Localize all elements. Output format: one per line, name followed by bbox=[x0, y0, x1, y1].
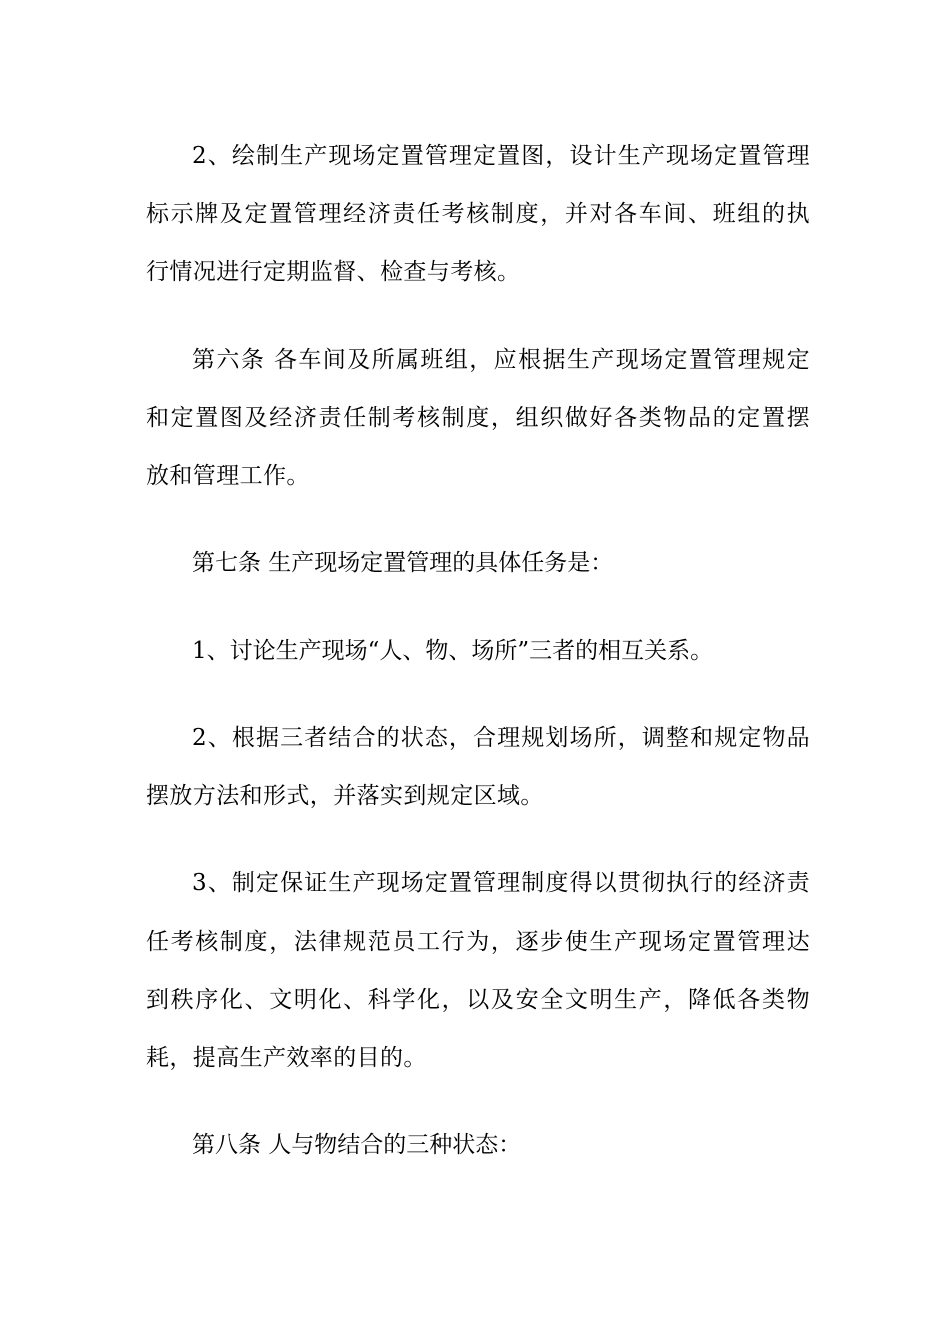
text-line: 2、绘制生产现场定置管理定置图，设计生产现场定置管理 bbox=[192, 143, 810, 169]
paragraph-article-6 bbox=[146, 331, 810, 506]
text-line: 到秩序化、文明化、科学化，以及安全文明生产，降低各类物 bbox=[146, 986, 810, 1013]
text-line: 和定置图及经济责任制考核制度，组织做好各类物品的定置摆 bbox=[146, 404, 810, 431]
text-line: 行情况进行定期监督、检查与考核。 bbox=[146, 259, 521, 286]
text-line: 放和管理工作。 bbox=[146, 463, 310, 490]
text-line: 标示牌及定置管理经济责任考核制度，并对各车间、班组的执 bbox=[146, 201, 810, 228]
text-line: 摆放方法和形式，并落实到规定区域。 bbox=[146, 783, 544, 810]
body-text bbox=[146, 127, 810, 1203]
paragraph-item-1-discuss: 1、讨论生产现场“人、物、场所”三者的相互关系。 bbox=[192, 637, 714, 664]
text-line: 耗，提高生产效率的目的。 bbox=[146, 1044, 427, 1071]
paragraph-article-7: 第七条 生产现场定置管理的具体任务是： bbox=[192, 550, 614, 577]
paragraph-item-2-plan bbox=[146, 709, 810, 825]
paragraph-item-2-drawing bbox=[146, 127, 810, 302]
paragraph-article-8: 第八条 人与物结合的三种状态： bbox=[192, 1132, 522, 1159]
text-line: 任考核制度，法律规范员工行为，逐步使生产现场定置管理达 bbox=[146, 928, 810, 955]
text-line: 3、制定保证生产现场定置管理制度得以贯彻执行的经济责 bbox=[192, 870, 810, 897]
text-line: 第六条 各车间及所属班组，应根据生产现场定置管理规定 bbox=[192, 346, 810, 373]
paragraph-item-3-formulate bbox=[146, 854, 810, 1087]
text-line: 2、根据三者结合的状态，合理规划场所，调整和规定物品 bbox=[192, 724, 810, 751]
